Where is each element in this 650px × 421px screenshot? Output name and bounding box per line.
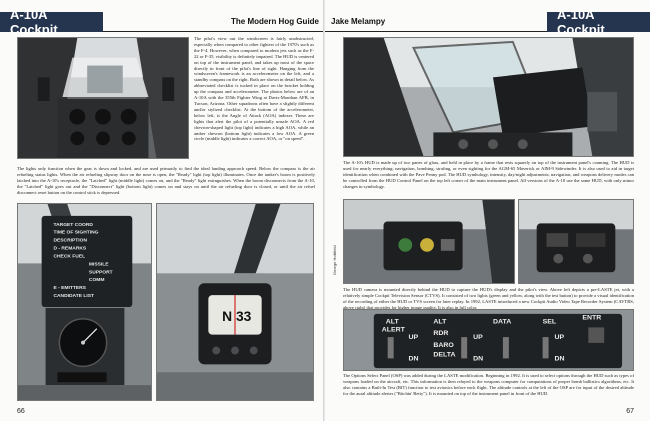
svg-text:SEL: SEL — [542, 318, 557, 326]
svg-text:DN: DN — [408, 355, 419, 363]
svg-text:UP: UP — [554, 334, 565, 342]
cavtrs-photo — [518, 199, 634, 284]
svg-text:COMM: COMM — [88, 278, 105, 284]
left-body-text-wide: The lights only function when the gear is down and locked, and are used primarily to find the ideal landing approach speed. Below the compass is the air refueling status lights. When the air refueling slipway door on the nose is open, the "Ready" light (top light) illuminates. Once the tanker's boom is positively latched into the A-10's receptacle, the "Latched" light (middle light) comes on, and the "Ready" light extinguishes. When the boom disconnects from the A-10, the "Latched" light goes out and the "Disconnect" light (bottom light) comes on and stays on until the air refueling door is closed, or until the air refuel disconnect reset button on the control stick is depressed. — [17, 166, 315, 195]
svg-text:ENTR: ENTR — [582, 314, 602, 322]
svg-text:ALT: ALT — [433, 318, 447, 326]
svg-text:DN: DN — [473, 355, 484, 363]
svg-text:N 33: N 33 — [222, 307, 252, 324]
svg-text:UP: UP — [473, 334, 483, 342]
svg-text:DESCRIPTION: DESCRIPTION — [53, 238, 88, 244]
left-body-text-top: The pilot's view out the windscreen is fairly unobstructed, especially when compared to other fighters of the 1970's such as the F-4. However, when compared to modern jets such as the F-22 or F-35, visibility is definitely impaired. The HUD is centered on top of the instrument panel, and takes up most of the space directly in front of the pilot's line of sight. Hanging from the windscreen's framework is an accelerometer on the left, and a standby compass on the right. Both are shown in detail below. As abbreviated checklist is tucked in place on the bracket holding up the compass and accelerometer. The photos below are of an A-10A with the 355th Fighter Wing at Davis-Monthan AFB, in Tucson, Arizona. Other squadrons often have a slightly different and/or stylized checklist. At the bottom of the accelerometer, below left, is the Angle of Attack (AOA) indexer. These are lights that alert the pilot of a potentially unsafe AOA. A red chevron-shaped light (top light) indicates a high AOA, while an amber chevron (bottom light) indicates a low AOA. A green circle (middle light) indicates a correct AOA, or "on speed". — [194, 36, 315, 142]
left-header-tab: A-10A Cockpit — [0, 12, 103, 32]
svg-text:SUPPORT: SUPPORT — [88, 270, 113, 276]
left-header-title: The Modern Hog Guide — [103, 12, 325, 32]
right-header-author: Jake Melampy — [325, 12, 547, 32]
accelerometer-checklist-photo — [17, 203, 152, 401]
svg-text:TIME OF SIGHTING: TIME OF SIGHTING — [53, 230, 99, 236]
svg-text:TARGET COORD: TARGET COORD — [53, 222, 93, 228]
right-page-number: 67 — [626, 408, 634, 415]
right-header-tab: A-10A Cockpit — [547, 12, 650, 32]
options-select-panel-photo — [343, 309, 634, 371]
hud-description-text: The A-10's HUD is made up of two panes of glass, and held in place by a frame that rests squarely on top of the instrument panel's coaming. The HUD is used for nearly everything; navigation, bombing, strafing, or even sighting for the AGM-65 Maverick or AIM-9 Sidewinder. It is also used to aid in target identification when combined with the Pave Penny pod. The HUD symbology, intensity, day/night adjustments, navigation, and weapons delivery modes can be controlled from the HUD Control Panel on the top left corner of the main instrument panel. All versions of the A-10 use the same HUD, with only minor changes in symbology. — [343, 160, 634, 189]
svg-text:ALERT: ALERT — [381, 326, 405, 334]
svg-text:DATA: DATA — [492, 318, 512, 326]
svg-text:DELTA: DELTA — [433, 351, 456, 359]
standby-compass-photo — [156, 203, 314, 401]
camera-description-text: The HUD camera is mounted directly behind the HUD to capture the HUD's display and the pilot's view. Above left depicts a pre-LASTE jet, with a relatively simple Cockpit Television Sensor (CTVS). It consisted of two lights (green and yellow, along with the test button) to provide a visual identification of the recording of either the HUD or TVS screen for later replay. In 1992, LASTE introduced a new Cockpit Audio Video Tape Recorder System (CAVTRS, above right) that provides for higher image quality. It is also in full color. — [343, 287, 634, 310]
svg-text:MISSILE: MISSILE — [88, 262, 109, 268]
photo-credit: George Hollifield — [332, 245, 337, 275]
svg-text:ALT: ALT — [385, 318, 399, 326]
svg-text:BARO: BARO — [433, 341, 454, 349]
svg-text:D - REMARKS: D - REMARKS — [53, 246, 87, 252]
ctvs-photo — [343, 199, 515, 284]
right-page — [325, 0, 650, 421]
left-page-header — [0, 7, 325, 37]
svg-text:DN: DN — [554, 355, 565, 363]
osp-description-text: The Options Select Panel (OSP) was added during the LASTE modification. Beginning in 1992. It is used to select options through the HUD such as types of weapons loaded on the aircraft, etc. This information is then relayed to the weapons computer for computations of proper bomb ballistics algorithms, etc. It also contains a Built-In Test (BIT) function to test avionics before each flight. The altitude controls at the left of the OSP are for input of the desired altitude for the aural altitude alerter ("Bitchin' Betty"). It is mounted on top of the instrument panel in front of the HUD. — [343, 373, 634, 396]
left-page-number: 66 — [17, 408, 25, 415]
svg-text:RDR: RDR — [433, 330, 449, 338]
svg-text:CANDIDATE LIST: CANDIDATE LIST — [53, 294, 95, 300]
hud-photo — [343, 37, 634, 157]
right-page-header — [325, 7, 650, 37]
svg-text:E - EMITTERS: E - EMITTERS — [53, 286, 86, 292]
svg-text:CHECK FUEL: CHECK FUEL — [53, 254, 86, 260]
cockpit-canopy-photo — [17, 37, 189, 159]
svg-text:UP: UP — [408, 334, 419, 342]
